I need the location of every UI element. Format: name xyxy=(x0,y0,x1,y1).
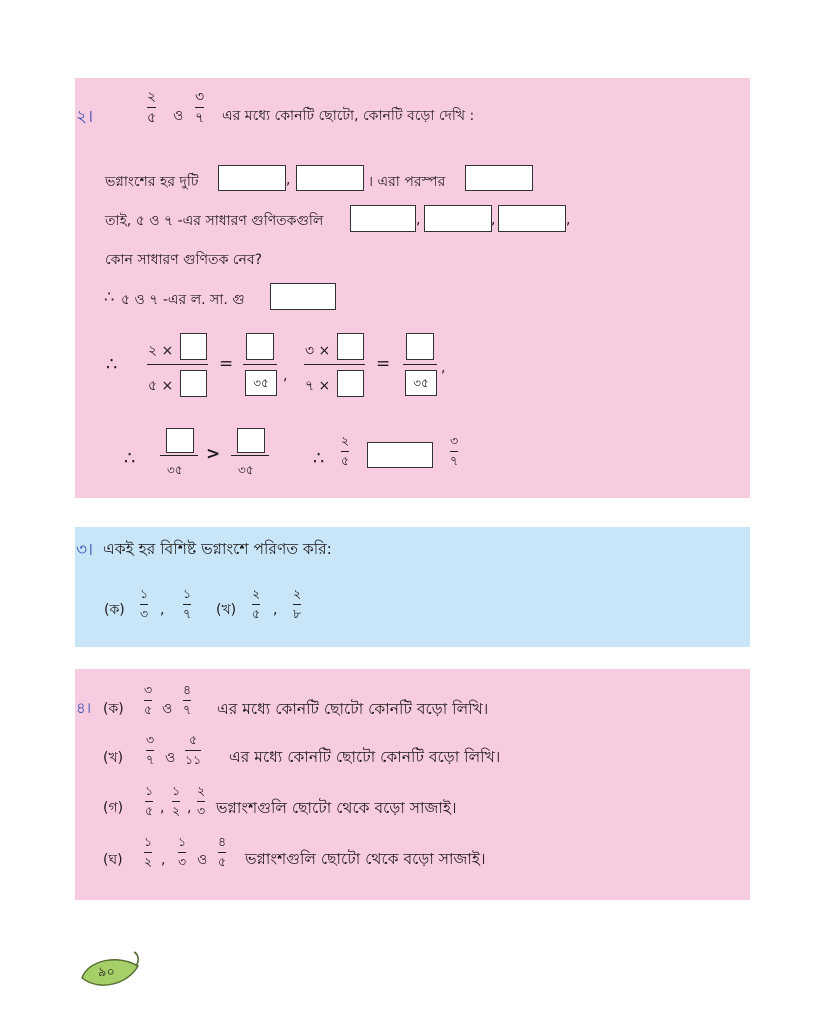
denominator-35: ৩৫ xyxy=(167,463,183,477)
answer-box-multiplier-3[interactable] xyxy=(337,333,364,360)
answer-box-compare-numerator-1[interactable] xyxy=(166,428,194,453)
part-b-text: এর মধ্যে কোনটি ছোটো কোনটি বড়ো লিখি। xyxy=(229,748,501,766)
answer-box-multiple-2[interactable] xyxy=(424,205,492,232)
part-a-label: (ক) xyxy=(103,701,124,717)
fraction-3-7: ৩ ৭ xyxy=(195,89,205,127)
coprime-text: । এরা পরস্পর xyxy=(368,174,446,190)
comma: , xyxy=(491,212,496,228)
which-multiple-text: কোন সাধারণ গুণিতক নেব? xyxy=(105,252,263,268)
question-2-number: ২। xyxy=(76,107,94,127)
answer-box-compare-numerator-2[interactable] xyxy=(237,428,265,453)
question-3-text: একই হর বিশিষ্ট ভগ্নাংশে পরিণত করি: xyxy=(103,540,332,558)
answer-box-numerator-1[interactable] xyxy=(246,333,274,360)
answer-box-multiple-3[interactable] xyxy=(498,205,566,232)
fraction-bar xyxy=(231,455,269,456)
fraction-1-2: ১ ২ xyxy=(172,783,181,818)
question-3-number: ৩। xyxy=(76,540,94,560)
denominator-35: ৩৫ xyxy=(238,463,254,477)
comma: , xyxy=(566,212,571,228)
question-4-number: ৪। xyxy=(76,699,92,717)
comma: , xyxy=(187,800,192,816)
equals-sign: = xyxy=(376,354,391,374)
fraction-5-11: ৫ ১১ xyxy=(185,732,202,767)
and-word: ও xyxy=(162,701,173,717)
answer-box-multiplier-1[interactable] xyxy=(180,333,207,360)
comma: , xyxy=(160,602,165,618)
fraction-3-7: ৩ ৭ xyxy=(146,732,155,767)
comma: , xyxy=(441,360,446,376)
comma: , xyxy=(160,800,165,816)
answer-box-denominator-1[interactable] xyxy=(218,165,286,191)
fraction-1-3: ১ ৩ xyxy=(140,586,149,621)
answer-box-comparison-sign[interactable] xyxy=(367,442,433,468)
answer-box-multiplier-4[interactable] xyxy=(337,370,364,397)
denominator-35-box: ৩৫ xyxy=(245,370,277,396)
comma: , xyxy=(416,212,421,228)
fraction-4-7: ৪ ৭ xyxy=(183,682,192,717)
fraction-2-5: ২ ৫ xyxy=(147,89,157,127)
denominator-35-box: ৩৫ xyxy=(405,370,437,396)
page-number: ৯০ xyxy=(98,965,115,980)
greater-than-sign: > xyxy=(206,444,221,464)
comma: , xyxy=(283,368,288,384)
answer-box-relation[interactable] xyxy=(465,165,533,191)
part-c-text: ভগ্নাংশগুলি ছোটো থেকে বড়ো সাজাই। xyxy=(216,799,457,817)
fraction-1-2: ১ ২ xyxy=(144,834,153,869)
fraction-numerator-3x: ৩ × xyxy=(305,343,331,359)
fraction-2-5: ২ ৫ xyxy=(341,433,350,468)
fraction-1-3: ১ ৩ xyxy=(178,834,187,869)
part-d-text: ভগ্নাংশগুলি ছোটো থেকে বড়ো সাজাই। xyxy=(245,850,486,868)
part-d-label: (ঘ) xyxy=(103,852,123,868)
fraction-2-5: ২ ৫ xyxy=(252,586,261,621)
lcm-text: ৫ ও ৭ -এর ল. সা. গু xyxy=(121,292,245,308)
comma: , xyxy=(286,172,291,188)
fraction-4-5: ৪ ৫ xyxy=(218,834,227,869)
fraction-bar xyxy=(160,455,198,456)
fraction-2-8: ২ ৮ xyxy=(293,586,302,621)
therefore-symbol: ∴ xyxy=(106,354,118,375)
common-multiples-text: তাই, ৫ ও ৭ -এর সাধারণ গুণিতকগুলি xyxy=(105,213,324,229)
fraction-bar xyxy=(147,364,208,365)
and-word: ও xyxy=(173,108,184,124)
equals-sign: = xyxy=(219,354,234,374)
answer-box-multiple-1[interactable] xyxy=(350,205,416,232)
fraction-3-5: ৩ ৫ xyxy=(144,682,153,717)
fraction-denominator-5x: ৫ × xyxy=(148,378,174,394)
comma: , xyxy=(161,852,166,868)
fraction-bar xyxy=(304,364,365,365)
answer-box-lcm[interactable] xyxy=(270,283,336,310)
therefore-symbol: ∴ xyxy=(104,287,115,306)
and-word: ও xyxy=(197,852,208,868)
fraction-1-7: ১ ৭ xyxy=(183,586,192,621)
fraction-3-7: ৩ ৭ xyxy=(450,433,459,468)
answer-box-multiplier-2[interactable] xyxy=(180,370,207,397)
part-b-label: (খ) xyxy=(216,602,237,618)
fraction-numerator-2x: ২ × xyxy=(148,343,174,359)
therefore-symbol: ∴ xyxy=(313,448,325,469)
fraction-1-5: ১ ৫ xyxy=(145,783,154,818)
and-word: ও xyxy=(165,750,176,766)
part-a-label: (ক) xyxy=(104,602,125,618)
part-a-text: এর মধ্যে কোনটি ছোটো কোনটি বড়ো লিখি। xyxy=(217,700,489,718)
question-2-text: এর মধ্যে কোনটি ছোটো, কোনটি বড়ো দেখি : xyxy=(222,108,475,124)
fraction-2-3: ২ ৩ xyxy=(197,783,206,818)
fraction-denominator-7x: ৭ × xyxy=(305,378,331,394)
comma: , xyxy=(273,602,278,618)
part-b-label: (খ) xyxy=(103,750,124,766)
fraction-bar xyxy=(243,364,277,365)
fraction-bar xyxy=(403,364,437,365)
denominators-text: ভগ্নাংশের হর দুটি xyxy=(105,174,199,190)
answer-box-numerator-2[interactable] xyxy=(406,333,434,360)
part-c-label: (গ) xyxy=(103,800,124,816)
answer-box-denominator-2[interactable] xyxy=(296,165,364,191)
therefore-symbol: ∴ xyxy=(124,448,136,469)
